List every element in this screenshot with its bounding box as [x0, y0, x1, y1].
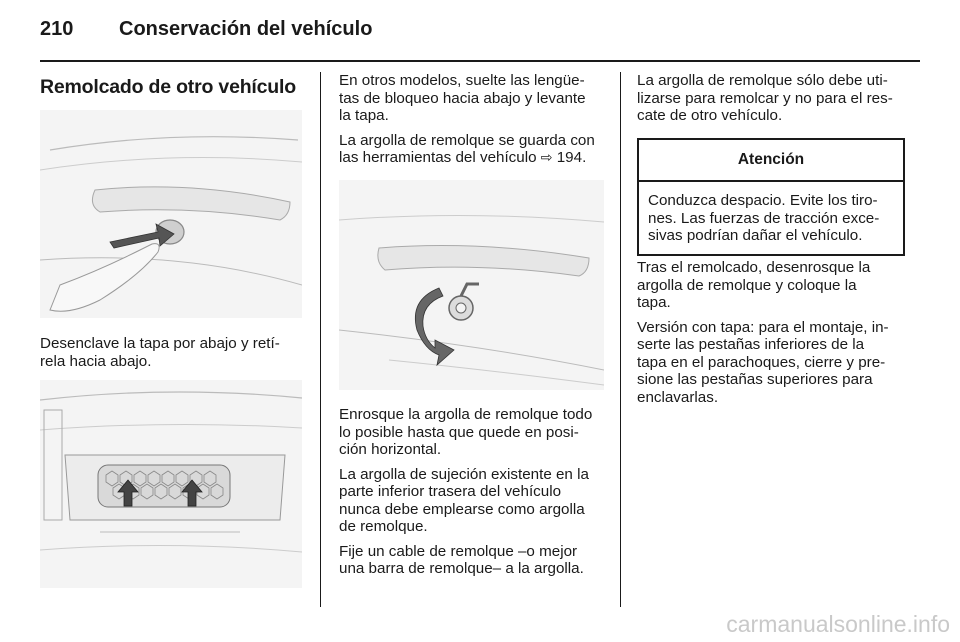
column-3-lower: [637, 259, 905, 413]
chapter-title: Conservación del vehículo: [119, 18, 373, 40]
column-divider-left: [320, 72, 321, 607]
paragraph-after-towing: Tras el remolcado, desenrosque la argolla de remolque y coloque la tapa.: [637, 259, 871, 311]
paragraph-cover-installation: Versión con tapa: para el montaje, in- serte las pestañas inferiores de la tapa en el parachoques, cierre y pre- sione las pestañas superiores para enclavarlas.: [637, 318, 889, 406]
page-number: 210: [40, 18, 74, 40]
figure-cover-removal: [40, 110, 302, 318]
paragraph-tow-eye-usage: La argolla de remolque sólo debe uti- lizarse para remolcar y no para el res- cate de otro vehículo.: [637, 72, 893, 124]
caption-cover-removal: Desenclave la tapa por abajo y retí- rela hacia abajo.: [40, 335, 280, 370]
paragraph-rear-eye-warning: La argolla de sujeción existente en la parte inferior trasera del vehículo nunca debe emplearse como argolla de remolque.: [339, 465, 589, 535]
column-divider-right: [620, 72, 621, 607]
tow-eye-storage-text: La argolla de remolque se guarda con las herramientas del vehículo: [339, 131, 595, 166]
paragraph-tow-eye-storage: [339, 132, 604, 167]
column-2: [339, 72, 604, 174]
paragraph-release-tabs: En otros modelos, suelte las lengüe- tas de bloqueo hacia abajo y levante la tapa.: [339, 72, 586, 124]
page-header: [40, 14, 920, 54]
column-3: [637, 72, 905, 132]
page-reference-icon: ⇨: [540, 149, 553, 165]
section-title: Remolcado de otro vehículo: [40, 76, 296, 98]
notice-box: [637, 138, 905, 256]
paragraph-screw-in: Enrosque la argolla de remolque todo lo posible hasta que quede en posi- ción horizontal.: [339, 406, 593, 458]
notice-body: Conduzca despacio. Evite los tiro- nes. Las fuerzas de tracción exce- sivas podrían dañar el vehículo.: [648, 192, 880, 244]
figure-screw-tow-eye: [339, 180, 604, 390]
figure-cover-tabs: [40, 380, 302, 588]
header-divider: [40, 60, 920, 62]
notice-title: Atención: [639, 140, 903, 182]
page-reference-number: 194.: [556, 149, 587, 166]
watermark: carmanualsonline.info: [726, 611, 950, 637]
column-2-lower: [339, 406, 604, 585]
paragraph-attach-cable: Fije un cable de remolque –o mejor una barra de remolque– a la argolla.: [339, 542, 584, 577]
